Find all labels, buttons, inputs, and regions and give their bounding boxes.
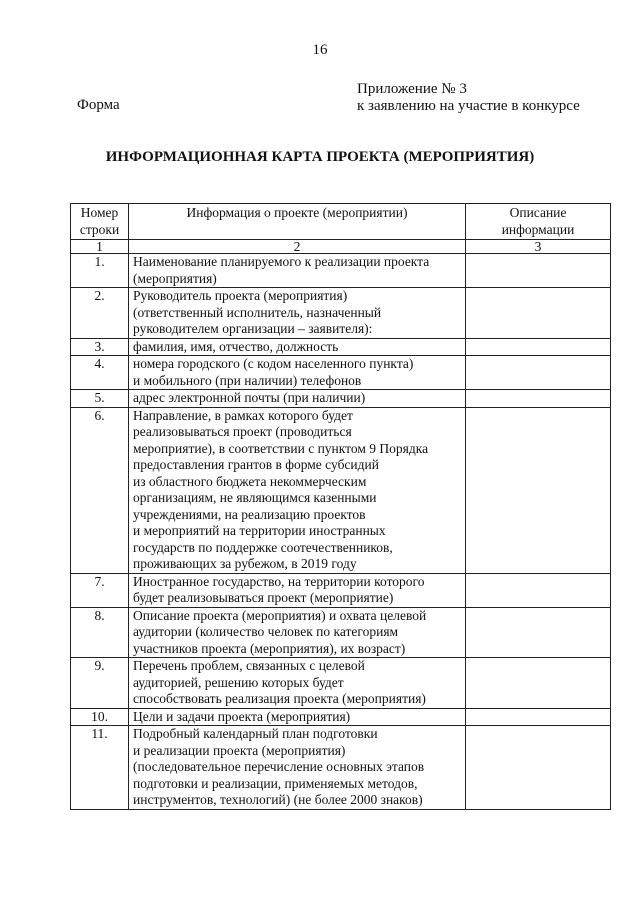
table-row	[71, 407, 611, 573]
row-info-line: и мобильного (при наличии) телефонов	[133, 372, 362, 388]
row-info-line: фамилия, имя, отчество, должность	[133, 338, 339, 354]
table-row	[71, 726, 611, 810]
row-description-cell[interactable]	[466, 573, 611, 607]
row-number: 6.	[71, 407, 129, 573]
row-description-cell[interactable]	[466, 390, 611, 408]
row-number: 11.	[71, 726, 129, 810]
appendix-note	[357, 81, 580, 115]
row-info-line: Перечень проблем, связанных с целевой	[133, 658, 365, 673]
row-info	[129, 338, 466, 356]
row-description-cell[interactable]	[466, 407, 611, 573]
table-row	[71, 288, 611, 339]
row-number: 1.	[71, 254, 129, 288]
row-number: 5.	[71, 390, 129, 408]
row-info-line: руководителем организации – заявителя):	[133, 321, 373, 336]
row-description-cell[interactable]	[466, 726, 611, 810]
row-info-line: Наименование планируемого к реализации проекта	[133, 254, 430, 269]
row-number: 7.	[71, 573, 129, 607]
row-description-cell[interactable]	[466, 288, 611, 339]
appendix-line-1: Приложение № 3	[357, 81, 467, 97]
row-info-line: мероприятие), в соответствии с пунктом 9 Порядка	[133, 440, 429, 456]
page-number: 16	[312, 42, 328, 58]
row-number: 9.	[71, 658, 129, 709]
row-info-line: (ответственный исполнитель, назначенный	[133, 304, 382, 320]
row-info	[129, 726, 466, 810]
row-info-line: Подробный календарный план подготовки	[133, 726, 378, 741]
row-number: 8.	[71, 607, 129, 658]
table-header-row	[71, 204, 611, 240]
form-label: Форма	[77, 97, 120, 113]
row-description-cell[interactable]	[466, 658, 611, 709]
row-info-line: аудитории (количество человек по категориям	[133, 624, 399, 639]
row-description-cell[interactable]	[466, 338, 611, 356]
header-text: информации	[501, 221, 575, 237]
row-info-line: Цели и задачи проекта (мероприятия)	[133, 708, 351, 724]
row-description-cell[interactable]	[466, 607, 611, 658]
table-row	[71, 658, 611, 709]
row-description-cell[interactable]	[466, 708, 611, 726]
header-line-number	[71, 204, 129, 240]
table-row	[71, 708, 611, 726]
row-number: 4.	[71, 356, 129, 390]
row-number: 10.	[71, 708, 129, 726]
column-number-row	[71, 240, 611, 254]
row-info	[129, 390, 466, 408]
row-info	[129, 407, 466, 573]
table-row	[71, 356, 611, 390]
row-info-line: реализовываться проект (проводиться	[133, 424, 352, 439]
row-info-line: проживающих за рубежом, в 2019 году	[133, 556, 357, 571]
row-info-line: организациям, не являющимся казенными	[133, 490, 377, 505]
row-info	[129, 254, 466, 288]
table-row	[71, 573, 611, 607]
header-text: Описание	[509, 205, 567, 220]
table-row	[71, 390, 611, 408]
header-project-info	[129, 204, 466, 240]
row-info-line: номера городского (с кодом населенного пункта)	[133, 356, 414, 371]
appendix-line-2: к заявлению на участие в конкурсе	[357, 98, 580, 114]
project-info-table	[70, 203, 611, 810]
column-number: 3	[466, 240, 611, 254]
table-body	[71, 254, 611, 810]
row-description-cell[interactable]	[466, 356, 611, 390]
row-info	[129, 658, 466, 709]
row-info-line: государств по поддержке соотечественников,	[133, 539, 393, 555]
row-info	[129, 356, 466, 390]
row-info-line: инструментов, технологий) (не более 2000 знаков)	[133, 792, 423, 807]
row-info-line: участников проекта (мероприятия), их возраст)	[133, 640, 406, 656]
row-info-line: Направление, в рамках которого будет	[133, 407, 353, 423]
row-info	[129, 573, 466, 607]
row-info	[129, 288, 466, 339]
header-text: Информация о проекте (мероприятии)	[186, 205, 408, 220]
row-description-cell[interactable]	[466, 254, 611, 288]
header-description	[466, 204, 611, 240]
row-info	[129, 607, 466, 658]
row-info-line: будет реализовываться проект (мероприятие)	[133, 590, 394, 605]
row-info-line: способствовать реализация проекта (мероприятия)	[133, 691, 426, 706]
row-info-line: (мероприятия)	[133, 270, 217, 286]
row-info-line: из областного бюджета некоммерческим	[133, 473, 367, 489]
header-text: Номер	[80, 205, 119, 220]
document-title: ИНФОРМАЦИОННАЯ КАРТА ПРОЕКТА (МЕРОПРИЯТИЯ)	[105, 149, 535, 165]
table-row	[71, 338, 611, 356]
row-number: 3.	[71, 338, 129, 356]
row-info-line: Руководитель проекта (мероприятия)	[133, 288, 348, 303]
row-info-line: адрес электронной почты (при наличии)	[133, 390, 366, 405]
table-row	[71, 254, 611, 288]
row-info-line: (последовательное перечисление основных этапов	[133, 759, 425, 774]
row-info-line: Иностранное государство, на территории которого	[133, 573, 425, 589]
header-text: строки	[79, 221, 120, 237]
row-info-line: аудиторией, решению которых будет	[133, 674, 344, 690]
column-number: 1	[71, 240, 129, 254]
row-info-line: подготовки и реализации, применяемых методов,	[133, 775, 418, 791]
row-info-line: учреждениями, на реализацию проектов	[133, 506, 366, 522]
row-info-line: предоставления грантов в форме субсидий	[133, 457, 379, 472]
column-number: 2	[129, 240, 466, 254]
row-info-line: Описание проекта (мероприятия) и охвата целевой	[133, 607, 427, 623]
row-info	[129, 708, 466, 726]
table-row	[71, 607, 611, 658]
row-info-line: и мероприятий на территории иностранных	[133, 523, 386, 538]
row-info-line: и реализации проекта (мероприятия)	[133, 742, 346, 758]
row-number: 2.	[71, 288, 129, 339]
